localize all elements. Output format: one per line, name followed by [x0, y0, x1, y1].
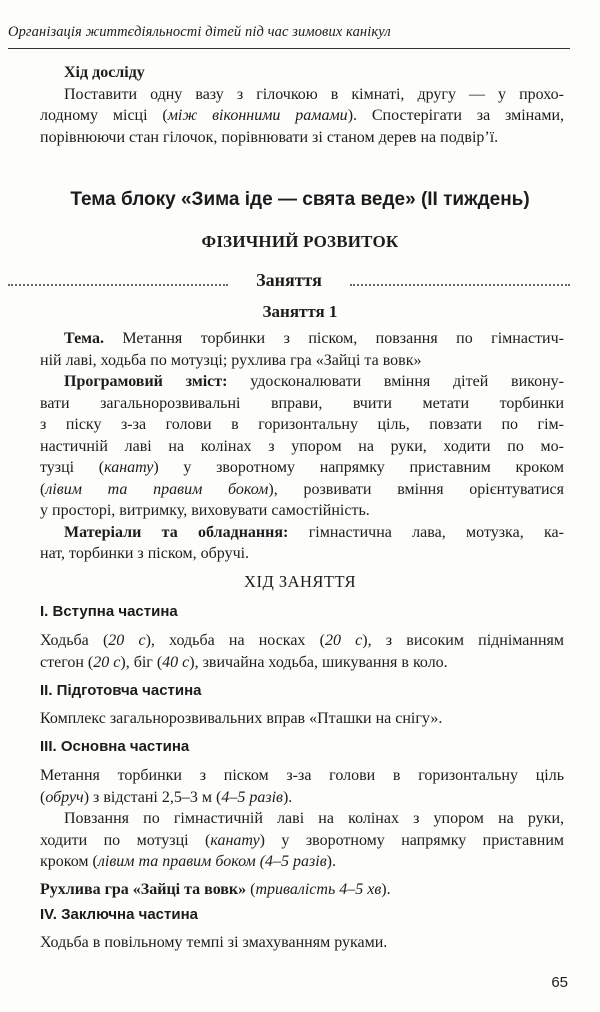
program-line-5: тузці (канату) у зворотному напрямку приставним кроком [40, 459, 564, 476]
theme-line-1: Тема. Метання торбинки з піском, повзання по гімнастич- [64, 330, 564, 347]
header-rule [8, 48, 570, 49]
part-4-heading: IV. Заключна частина [40, 906, 198, 923]
part-2-heading: ІІ. Підготовча частина [40, 682, 202, 699]
program-line-4: настичній лаві на колінах з упором на руки, ходити по мо- [40, 437, 564, 455]
part-3-game-line: Рухлива гра «Зайці та вовк» (тривалість 4–5 хв). [40, 880, 391, 898]
part-1-text [40, 630, 564, 673]
part-1-line-2: стегон (20 с), біг (40 с), звичайна ходьба, шикування в коло. [40, 653, 448, 671]
classes-label: Заняття [256, 270, 322, 290]
program-line-2: вати загальнорозвивальні вправи, вчити метати торбинки [40, 394, 564, 412]
running-head: Організація життєдіяльності дітей під час зимових канікул [8, 24, 391, 40]
part-3-text [40, 765, 564, 900]
theme-line-2: ній лаві, ходьба по мотузці; рухлива гра «Зайці та вовк» [40, 351, 422, 369]
page-number: 65 [551, 974, 568, 991]
program-line-6: (лівим та правим боком), розвивати вміння орієнтуватися [40, 480, 565, 498]
part-3-line-3: Повзання по гімнастичній лаві на колінах з упором на руки, [64, 810, 564, 827]
part-4-text [40, 932, 564, 954]
materials-line-2: нат, торбинки з піском, обручі. [40, 545, 250, 562]
program-line-7: у просторі, витримку, виховувати самостійність. [40, 502, 370, 519]
part-3-line-4: ходити по мотузці (канату) у зворотному напрямку приставним [40, 831, 565, 849]
program-line-1: Програмовий зміст: удосконалювати вміння дітей викону- [64, 373, 565, 390]
research-section [40, 62, 564, 148]
part-4-line-1: Ходьба в повільному темпі зі змахуванням руками. [40, 934, 388, 951]
part-2-text [40, 708, 564, 730]
materials-line-1: Матеріали та обладнання: гімнастична лава, мотузка, ка- [64, 523, 564, 541]
research-heading: Хід досліду [64, 64, 145, 81]
part-3-line-2: (обруч) з відстані 2,5–3 м (4–5 разів). [40, 788, 293, 806]
part-1-heading: І. Вступна частина [40, 603, 178, 620]
part-2-line-1: Комплекс загальнорозвивальних вправ «Пташки на снігу». [40, 710, 443, 727]
lesson-description [40, 328, 564, 565]
section-title: ФІЗИЧНИЙ РОЗВИТОК [201, 232, 399, 251]
part-3-line-1: Метання торбинки з піском з-за голови в горизонтальну ціль [40, 767, 564, 784]
program-line-3: з піску з-за голови в горизонтальну ціль, повзати по гім- [40, 416, 564, 433]
block-title: Тема блоку «Зима іде — свята веде» (ІІ тиждень) [70, 189, 530, 210]
part-3-line-5: кроком (лівим та правим боком (4–5 разів). [40, 853, 336, 870]
course-title: ХІД ЗАНЯТТЯ [244, 572, 356, 591]
lesson-title: Заняття 1 [262, 302, 338, 321]
part-1-line-1: Ходьба (20 с), ходьба на носках (20 с), з високим підніманням [40, 632, 565, 649]
part-3-heading: ІІІ. Основна частина [40, 738, 190, 755]
dotted-rule-right [350, 284, 570, 286]
classes-divider [8, 270, 570, 296]
research-line-2: лодному місці (між віконними рамами). Спостерігати за змінами, [40, 107, 565, 124]
research-line-1: Поставити одну вазу з гілочкою в кімнаті, другу — у прохо- [64, 85, 564, 103]
research-line-3: порівнюючи стан гілочок, порівнювати зі станом дерев на подвір’ї. [40, 128, 499, 146]
